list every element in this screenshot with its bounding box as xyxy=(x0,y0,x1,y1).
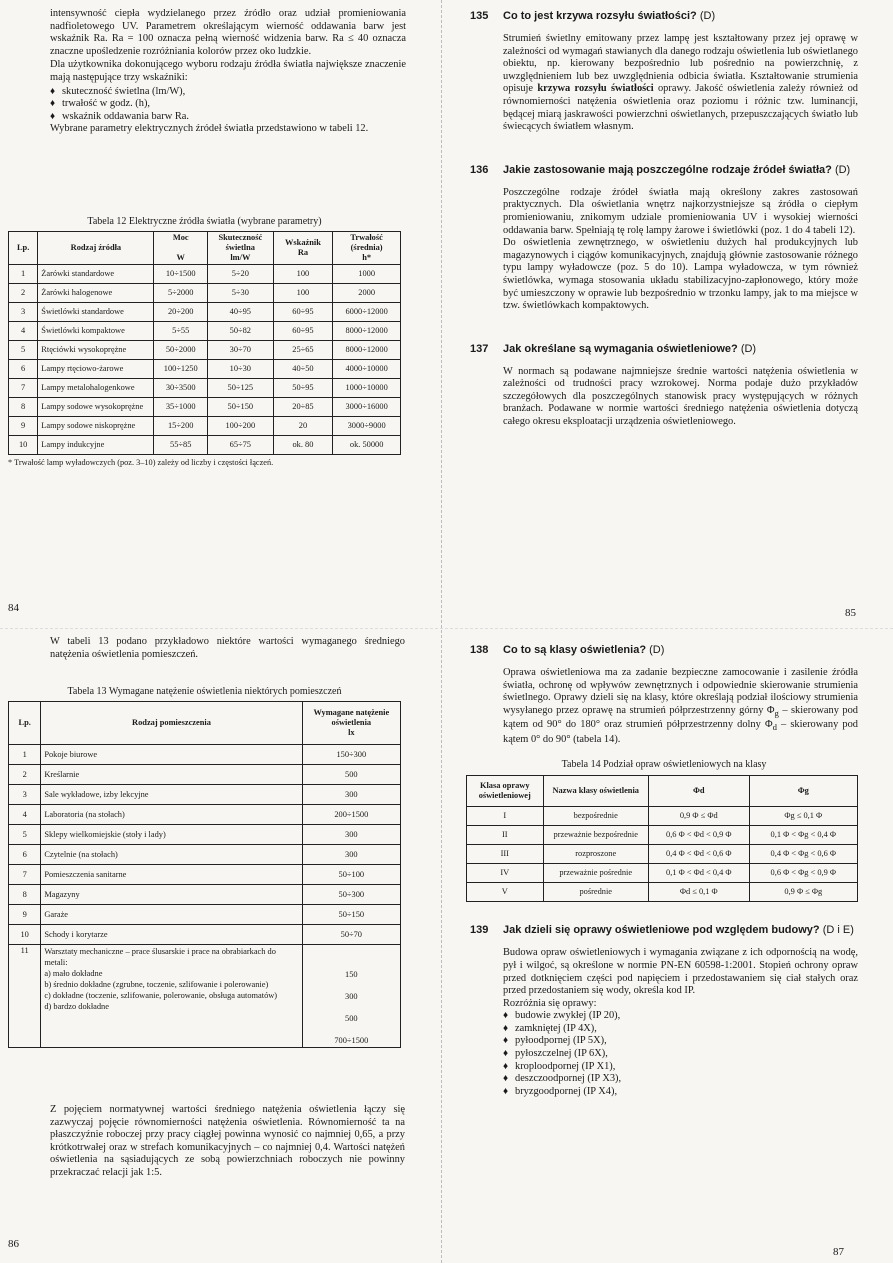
table-header-cell: Trwałość (średnia) h* xyxy=(333,232,401,265)
bullet-item: ♦ deszczoodpornej (IP X3), xyxy=(503,1073,858,1086)
table-header-cell: Φd xyxy=(648,776,749,807)
table-cell: Kreślarnie xyxy=(41,765,302,785)
table-row xyxy=(9,905,401,925)
table-cell: 9 xyxy=(9,417,38,436)
table-cell: 5÷20 xyxy=(208,265,274,284)
table-cell: 50÷100 xyxy=(302,865,400,885)
table-cell: 50÷2000 xyxy=(154,341,208,360)
table-row xyxy=(9,398,401,417)
bullet-item: ♦ pyłoodpornej (IP 5X), xyxy=(503,1035,858,1048)
table-cell: 50÷125 xyxy=(208,379,274,398)
table-cell: 2 xyxy=(9,284,38,303)
page-number: 84 xyxy=(8,602,19,614)
table-12-block xyxy=(8,210,401,467)
table-cell: 6 xyxy=(9,360,38,379)
question-number: 138 xyxy=(470,644,489,656)
table-cell: 3000÷16000 xyxy=(333,398,401,417)
table-cell: Pokoje biurowe xyxy=(41,745,302,765)
table-cell: Żarówki standardowe xyxy=(38,265,154,284)
table-row xyxy=(9,745,401,765)
question-number: 137 xyxy=(470,342,489,355)
table-cell: przeważnie pośrednie xyxy=(543,864,648,883)
question-answer: Budowa opraw oświetleniowych i wymagania związane z ich odpornością na wodę, pył i wilgoć, są określone w normie PN-EN 60598-1:2001. Stopień ochrony opraw przed dotknięciem części pod napięciem i przedostawaniem się ciał stałych oraz przed przedostaniem się wody, określa kod IP. Rozróżnia się oprawy: ♦ budowie zwykłej (IP 20), ♦ zamkniętej (IP 4X), ♦ pyłoodpornej (IP 5X), ♦ pyłoszczelnej (IP 6X), ♦ kroploodpornej (IP X1), ♦ deszczoodpornej (IP X3), ♦ bryzgoodpornej (IP X4), xyxy=(470,947,858,1098)
bullet-item: ♦ trwałość w godz. (h), xyxy=(50,98,406,111)
page-number: 87 xyxy=(833,1246,844,1258)
table-row xyxy=(467,845,858,864)
table-cell: 7 xyxy=(9,865,41,885)
question-heading xyxy=(470,10,858,23)
table-cell: III xyxy=(467,845,544,864)
table-row xyxy=(467,883,858,902)
table-row xyxy=(9,322,401,341)
table-cell: 0,6 Φ < Φg < 0,9 Φ xyxy=(749,864,857,883)
table-cell: 10÷1500 xyxy=(154,265,208,284)
table-cell: 50÷150 xyxy=(208,398,274,417)
table-header-cell: Klasa oprawy oświetleniowej xyxy=(467,776,544,807)
table-cell: Świetlówki standardowe xyxy=(38,303,154,322)
bullet-item: ♦ bryzgoodpornej (IP X4), xyxy=(503,1086,858,1099)
question-title: Co to jest krzywa rozsyłu światłości? (D) xyxy=(503,10,716,22)
question-title: Jak określane są wymagania oświetleniowe? (D) xyxy=(503,342,757,355)
question-number: 135 xyxy=(470,10,489,22)
table-cell: Garaże xyxy=(41,905,302,925)
table-cell: IV xyxy=(467,864,544,883)
table-cell: 0,1 Φ < Φd < 0,4 Φ xyxy=(648,864,749,883)
table-cell: 100÷1250 xyxy=(154,360,208,379)
question-number: 139 xyxy=(470,924,489,937)
bullet-item: ♦ wskaźnik oddawania barw Ra. xyxy=(50,111,406,124)
table-row xyxy=(467,826,858,845)
table-row xyxy=(9,825,401,845)
page-divider xyxy=(0,628,893,629)
table-cell: 4 xyxy=(9,322,38,341)
question-heading xyxy=(470,644,858,657)
table-cell: 60÷95 xyxy=(273,303,333,322)
table-cell: 2000 xyxy=(333,284,401,303)
table-cell: 2 xyxy=(9,765,41,785)
table-header-cell: Rodzaj źródła xyxy=(38,232,154,265)
table-cell: 0,6 Φ < Φd < 0,9 Φ xyxy=(648,826,749,845)
table-note: * Trwałość lamp wyładowczych (poz. 3–10) zależy od liczby i częstości łączeń. xyxy=(8,458,274,467)
table-cell: Lampy sodowe niskoprężne xyxy=(38,417,154,436)
table-row xyxy=(9,360,401,379)
table-cell: 10 xyxy=(9,925,41,945)
table-header-cell: Nazwa klasy oświetlenia xyxy=(543,776,648,807)
table-cell: Magazyny xyxy=(41,885,302,905)
table-row xyxy=(9,436,401,455)
table-cell: 60÷95 xyxy=(273,322,333,341)
table-cell: 0,9 Φ ≤ Φg xyxy=(749,883,857,902)
table-header-cell: Φg xyxy=(749,776,857,807)
table-cell: 50÷150 xyxy=(302,905,400,925)
table-cell: 4 xyxy=(9,805,41,825)
table-row xyxy=(9,805,401,825)
bullet-item: ♦ budowie zwykłej (IP 20), xyxy=(503,1010,858,1023)
table-cell: 40÷95 xyxy=(208,303,274,322)
table-row xyxy=(9,765,401,785)
table-cell: Lampy rtęciowo-żarowe xyxy=(38,360,154,379)
table-cell: 5÷2000 xyxy=(154,284,208,303)
question-138 xyxy=(470,644,858,747)
table-cell: 500 xyxy=(302,765,400,785)
table-cell: 6 xyxy=(9,845,41,865)
table-cell: 55÷85 xyxy=(154,436,208,455)
table-row xyxy=(467,776,858,807)
table-cell: 300 xyxy=(302,845,400,865)
table-cell: Sklepy wielkomiejskie (stoły i lady) xyxy=(41,825,302,845)
table-cell: Schody i korytarze xyxy=(41,925,302,945)
table-13 xyxy=(8,701,401,1048)
table-cell: 3 xyxy=(9,303,38,322)
question-tag: (D) xyxy=(649,644,665,656)
table-row xyxy=(9,265,401,284)
question-answer: W normach są podawane najmniejsze średnie wartości natężenia oświetlenia w zależności od trudności pracy wzrokowej. Norma podaje dużo przykładów szczegółowych dla poszczególnych stanowisk pracy występujących w różnych branżach. Podawane w normie wartości średniego natężenia oświetlenia dotyczą całego okresu eksploatacji urządzenia oświetleniowego. xyxy=(503,365,858,428)
table-cell: 100÷200 xyxy=(208,417,274,436)
table-cell: 0,4 Φ < Φd < 0,6 Φ xyxy=(648,845,749,864)
question-135 xyxy=(470,10,858,134)
intro-paragraph: W tabeli 13 podano przykładowo niektóre wartości wymaganego średniego natężenia oświetlenia pomieszczeń. xyxy=(50,636,405,660)
table-cell: 10÷30 xyxy=(208,360,274,379)
table-cell: Φg ≤ 0,1 Φ xyxy=(749,807,857,826)
table-cell: 9 xyxy=(9,905,41,925)
page-number: 85 xyxy=(845,607,856,619)
table-row xyxy=(9,945,401,1048)
table-cell: 25÷65 xyxy=(273,341,333,360)
table-cell: I xyxy=(467,807,544,826)
table-row xyxy=(9,341,401,360)
table-header-cell: Lp. xyxy=(9,232,38,265)
table-cell: bezpośrednie xyxy=(543,807,648,826)
table-cell: Pomieszczenia sanitarne xyxy=(41,865,302,885)
table-row xyxy=(467,864,858,883)
table-cell: 10 xyxy=(9,436,38,455)
table-cell: 5÷30 xyxy=(208,284,274,303)
table-cell: pośrednie xyxy=(543,883,648,902)
table-cell: 3000÷9000 xyxy=(333,417,401,436)
table-cell: 8000÷12000 xyxy=(333,322,401,341)
table-cell: Żarówki halogenowe xyxy=(38,284,154,303)
table-cell: 30÷70 xyxy=(208,341,274,360)
table-cell: 0,1 Φ < Φg < 0,4 Φ xyxy=(749,826,857,845)
bullet-item: ♦ zamkniętej (IP 4X), xyxy=(503,1023,858,1036)
table-row xyxy=(9,785,401,805)
question-heading xyxy=(470,924,858,937)
table-14-block xyxy=(470,759,858,903)
bullet-list xyxy=(503,1010,858,1098)
after-paragraph: Wybrane parametry elektrycznych źródeł światła przedstawiono w tabeli 12. xyxy=(50,123,369,135)
table-caption: Tabela 14 Podział opraw oświetleniowych na klasy xyxy=(561,758,767,770)
table-cell: 7 xyxy=(9,379,38,398)
table-cell: 300 xyxy=(302,785,400,805)
table-cell: 1 xyxy=(9,745,41,765)
question-heading xyxy=(470,343,858,356)
table-header-cell: Wymagane natężenie oświetlenia lx xyxy=(302,702,400,745)
table-row xyxy=(9,303,401,322)
table-cell: 1000 xyxy=(333,265,401,284)
table-row xyxy=(9,885,401,905)
table-row xyxy=(9,925,401,945)
table-cell: 35÷1000 xyxy=(154,398,208,417)
table-row xyxy=(9,417,401,436)
table-row xyxy=(9,284,401,303)
table-cell: 50÷95 xyxy=(273,379,333,398)
table-cell: 100 xyxy=(273,265,333,284)
question-136 xyxy=(470,164,858,313)
table-cell: Lampy indukcyjne xyxy=(38,436,154,455)
question-answer: Strumień świetlny emitowany przez lampę jest kształtowany przez jej oprawę w zależności od wymagań stawianych dla danego rodzaju oświetlenia lub oświetlanego obiektu, np. kierowany bezpośrednio lub pośrednio na powierzchnię, z uwzględnieniem lub bez uwzględnienia odbicia światła. Kształtowanie strumienia opisuje krzywa rozsyłu światłości oprawy. Jakość oświetlenia zależy również od równomierności natężenia oświetlenia oraz poziomu i różnic tzw. luminancji, będącej miarą jaskrawości powierzchni oświetlanych, przepuszczających światło lub świecących światłem własnym. xyxy=(503,33,858,133)
table-row xyxy=(467,807,858,826)
bullet-item: ♦ skuteczność świetlna (lm/W), xyxy=(50,86,406,99)
table-cell: 20 xyxy=(273,417,333,436)
table-cell: Świetlówki kompaktowe xyxy=(38,322,154,341)
table-header-cell: Moc W xyxy=(154,232,208,265)
table-cell: ok. 80 xyxy=(273,436,333,455)
table-cell: 0,4 Φ < Φg < 0,6 Φ xyxy=(749,845,857,864)
lead-paragraph: Rozróżnia się oprawy: xyxy=(503,997,597,1009)
intro-paragraph: intensywność ciepła wydzielanego przez źródło oraz udział promieniowania nadfioletowego UV. Parametrem określającym wierność oddawania barw jest wskaźnik Ra. Ra = 100 oznacza pełną wierność widzenia barw. Ra ≤ 40 oznacza znaczne upośledzenie rozróżniania kolorów przez oko ludzkie. xyxy=(50,8,406,57)
table-cell: 5 xyxy=(9,341,38,360)
table-cell: 300 xyxy=(302,825,400,845)
page-86-intro xyxy=(50,636,405,662)
table-cell: 30÷3500 xyxy=(154,379,208,398)
question-number: 136 xyxy=(470,163,489,176)
table-row xyxy=(9,379,401,398)
table-row xyxy=(9,865,401,885)
table-cell: 8 xyxy=(9,398,38,417)
table-cell: 40÷50 xyxy=(273,360,333,379)
table-cell: 100 xyxy=(273,284,333,303)
table-cell: ok. 50000 xyxy=(333,436,401,455)
question-tag: (D) xyxy=(834,163,851,176)
table-caption: Tabela 13 Wymagane natężenie oświetlenia niektórych pomieszczeń xyxy=(67,686,342,697)
table-cell: 11 xyxy=(9,945,41,1048)
page-fold xyxy=(441,0,442,1263)
table-header-cell: Lp. xyxy=(9,702,41,745)
table-cell: Sale wykładowe, izby lekcyjne xyxy=(41,785,302,805)
question-title: Jakie zastosowanie mają poszczególne rodzaje źródeł światła? (D) xyxy=(503,163,851,176)
table-caption: Tabela 12 Elektryczne źródła światła (wybrane parametry) xyxy=(87,216,322,227)
table-cell: 6000÷12000 xyxy=(333,303,401,322)
after-paragraph: Z pojęciem normatywnej wartości średniego natężenia oświetlenia łączy się zazwyczaj pojęcie równomierności natężenia oświetlenia. Równomierność ta na płaszczyźnie roboczej przy pracy ciągłej powinna wynosić co najmniej 0,65, a przy krótkotrwałej oraz w strefach komunikacyjnych – co najmniej 0,4. Wartości natężeń oświetlenia na sąsiadujących ze sobą powierzchniach roboczych nie powinny przekraczać relacji jak 1:5. xyxy=(50,1104,405,1178)
table-cell: rozproszone xyxy=(543,845,648,864)
table-cell: Warsztaty mechaniczne – prace ślusarskie i prace na obrabiarkach do metali: a) mało dokładne b) średnio dokładne (zgrubne, toczenie, szlifowanie i polerowanie) c) dokładne (toczenie, szlifowanie, polerowanie, obsługa automatów) d) bardzo dokładne xyxy=(41,945,302,1048)
table-cell: 65÷75 xyxy=(208,436,274,455)
table-header-cell: Rodzaj pomieszczenia xyxy=(41,702,302,745)
table-header-cell: Wskaźnik Ra xyxy=(273,232,333,265)
table-13-block xyxy=(8,680,401,1048)
table-cell: Φd ≤ 0,1 Φ xyxy=(648,883,749,902)
table-cell: Rtęciówki wysokoprężne xyxy=(38,341,154,360)
page-87 xyxy=(470,644,858,1098)
table-cell: Laboratoria (na stołach) xyxy=(41,805,302,825)
table-cell: 15÷200 xyxy=(154,417,208,436)
table-cell: 150 300 500 700÷1500 xyxy=(302,945,400,1048)
table-cell: Czytelnie (na stołach) xyxy=(41,845,302,865)
table-cell: przeważnie bezpośrednie xyxy=(543,826,648,845)
lead-paragraph: Dla użytkownika dokonującego wyboru rodzaju źródła światła największe znaczenie mają następujące trzy wskaźniki: xyxy=(50,59,406,83)
question-title: Co to są klasy oświetlenia? (D) xyxy=(503,644,665,656)
table-row xyxy=(9,845,401,865)
table-cell: 200÷1500 xyxy=(302,805,400,825)
table-cell: 50÷300 xyxy=(302,885,400,905)
question-tag: (D i E) xyxy=(822,924,854,937)
question-tag: (D) xyxy=(699,10,716,22)
table-cell: 1000÷10000 xyxy=(333,379,401,398)
table-cell: 8000÷12000 xyxy=(333,341,401,360)
table-cell: Lampy metalohalogenkowe xyxy=(38,379,154,398)
question-heading xyxy=(470,164,858,177)
question-title: Jak dzieli się oprawy oświetleniowe pod względem budowy? (D i E) xyxy=(503,924,854,937)
page-86-after xyxy=(50,1104,405,1181)
question-137 xyxy=(470,343,858,429)
table-cell: 5 xyxy=(9,825,41,845)
bullet-item: ♦ pyłoszczelnej (IP 6X), xyxy=(503,1048,858,1061)
page-number: 86 xyxy=(8,1238,19,1250)
table-cell: Lampy sodowe wysokoprężne xyxy=(38,398,154,417)
table-cell: 5÷55 xyxy=(154,322,208,341)
table-header-cell: Skuteczność świetlna lm/W xyxy=(208,232,274,265)
table-cell: 8 xyxy=(9,885,41,905)
table-cell: 20÷85 xyxy=(273,398,333,417)
bullet-item: ♦ kroploodpornej (IP X1), xyxy=(503,1061,858,1074)
table-cell: 20÷200 xyxy=(154,303,208,322)
question-answer: Poszczególne rodzaje źródeł światła mają określony zakres zastosowań praktycznych. Dla oświetlania wnętrz najkorzystniejsze są źródła o ciepłym promieniowaniu, znikomym udziale promieniowania UV i wysokiej wierności oddawania barw. Spełniają tę rolę lampy żarowe i świetlówki (poz. 1 do 4 tabeli 12). Do oświetlenia zewnętrznego, w oświetleniu dużych hal produkcyjnych lub magazynowych i ciągów komunikacyjnych, znajdują głównie zastosowanie różnego typu lampy wyładowcze (poz. 5 do 10). Lampa wyładowcza, w tym również świetlówka, wymaga stosowania układu stabilizacyjno-zapłonowego, który może być umieszczony w oprawie lub bezpośrednio w trzonku lampy, jak to ma miejsce w tzw. świetlówkach kompaktowych. xyxy=(503,186,858,312)
table-cell: V xyxy=(467,883,544,902)
table-cell: 50÷70 xyxy=(302,925,400,945)
table-cell: 1 xyxy=(9,265,38,284)
table-cell: 3 xyxy=(9,785,41,805)
question-tag: (D) xyxy=(740,342,757,355)
table-cell: 150÷300 xyxy=(302,745,400,765)
table-cell: 0,9 Φ ≤ Φd xyxy=(648,807,749,826)
page-85 xyxy=(470,10,858,429)
table-cell: 50÷82 xyxy=(208,322,274,341)
table-12 xyxy=(8,231,401,455)
question-139 xyxy=(470,924,858,1098)
table-14 xyxy=(466,775,858,902)
bullet-list xyxy=(50,86,406,124)
table-cell: 4000÷10000 xyxy=(333,360,401,379)
question-answer: Oprawa oświetleniowa ma za zadanie bezpieczne zamocowanie i zasilenie źródła światła, ochronę od wpływów zewnętrznych i odpowiednie skierowanie strumienia świetlnego. Oprawy dzieli się na klasy, które określają podział ilościowy strumienia wysyłanego przez oprawę na strumień półprzestrzenny górny $\Phi_g$ – skierowany pod kątem od 90° do 180° oraz strumień półprzestrzenny dolny $\Phi_d$ – skierowany pod kątem 0° do 90° (tabela 14). xyxy=(503,667,858,746)
page-84 xyxy=(50,8,406,137)
table-cell: II xyxy=(467,826,544,845)
